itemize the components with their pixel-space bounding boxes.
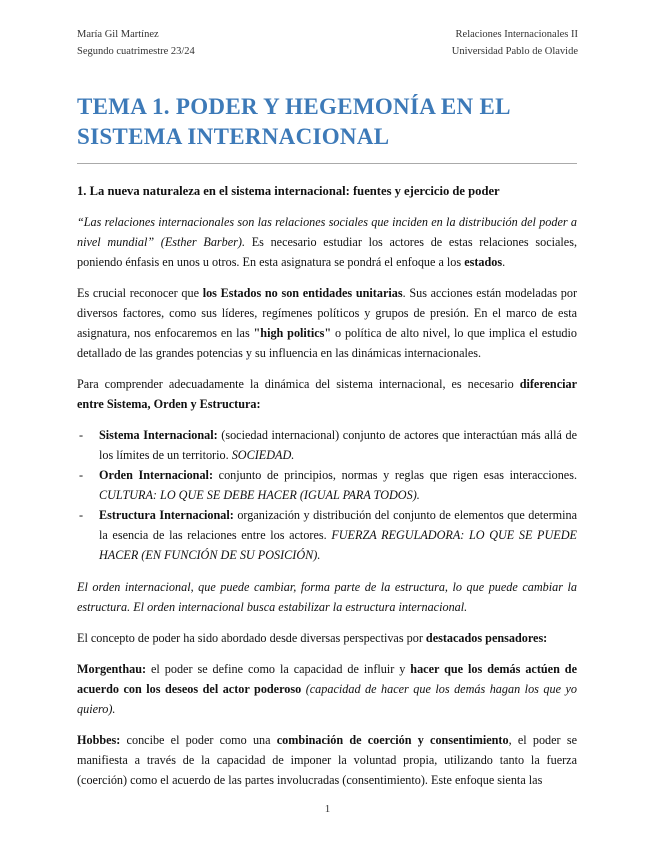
paragraph-differentiate [77,374,577,414]
italic-text: (capacidad de hacer que los demás hagan los que yo quiero). [77,682,577,716]
list-item [79,465,577,505]
definitions-list [77,425,577,565]
list-item [79,505,577,565]
document-body [77,181,577,801]
text: Es necesario estudiar los actores de estas relaciones sociales, poniendo énfasis en unos u otros. En esta asignatura se pondrá el enfoque a los [77,235,577,269]
paragraph-power-concept [77,628,577,648]
thinker-name: Hobbes: [77,733,121,747]
page-number: 1 [324,803,331,815]
definition-italic: CULTURA: LO QUE SE DEBE HACER (IGUAL PARA TODOS). [99,488,420,502]
semester-label: Segundo cuatrimestre 23/24 [77,46,195,57]
text: . Sus acciones están modeladas por diversos factores, como sus líderes, regímenes políticos y grupos de presión. En el marco de esta asignatura, nos enfocaremos en las [77,286,577,340]
title-divider [77,163,577,164]
bold-text: estados [464,255,503,269]
bold-text: destacados pensadores: [425,631,548,645]
quote-text: “Las relaciones internacionales son las relaciones sociales que inciden en la distribución del poder a nivel mundial” (Esther Barber). [77,215,577,249]
bold-text: hacer que los demás actúen de acuerdo con los deseos del actor poderoso [77,662,577,696]
paragraph-intro-quote [77,212,577,272]
definition-italic: SOCIEDAD. [231,448,295,462]
dash-bullet: - [79,508,84,522]
text: el poder se define como la capacidad de influir y [146,662,411,676]
definition-term: Estructura Internacional: [99,508,234,522]
definition-text: organización y distribución del conjunto de elementos que determina la esencia de las relaciones entre los actores. [99,508,577,542]
text: , el poder se manifiesta a través de la capacidad de imponer la voluntad propia, utilizando tanto la fuerza (coerción) como el acuerdo de las partes involucradas (consentimiento). Este enfoque sienta las [77,733,577,787]
header-right [452,26,578,60]
definition-term: Sistema Internacional: [99,428,218,442]
text: o política de alto nivel, lo que implica el estudio detallado de las grandes potencias y su influencia en las dinámicas internacionales. [77,326,577,360]
section-heading: 1. La nueva naturaleza en el sistema internacional: fuentes y ejercicio de poder [77,184,500,198]
course-name: Relaciones Internacionales II [455,29,578,40]
bold-text: combinación de coerción y consentimiento [276,733,509,747]
list-item [79,425,577,465]
thinker-name: Morgenthau: [77,662,147,676]
dash-bullet: - [79,428,84,442]
paragraph-hobbes [77,730,577,790]
dash-bullet: - [79,468,84,482]
text: Es crucial reconocer que [77,286,203,300]
bold-text: los Estados no son entidades unitarias [202,286,403,300]
definition-italic: FUERZA REGULADORA: LO QUE SE PUEDE HACER (EN FUNCIÓN DE SU POSICIÓN). [99,528,577,562]
text: El concepto de poder ha sido abordado desde diversas perspectivas por [77,631,426,645]
author-name: María Gil Martínez [77,29,159,40]
page-title: TEMA 1. PODER Y HEGEMONÍA EN EL SISTEMA INTERNACIONAL [77,94,510,149]
paragraph-states [77,283,577,363]
text: concibe el poder como una [120,733,277,747]
definition-text: (sociedad internacional) conjunto de actores que interactúan más allá de los límites de un territorio. [99,428,577,462]
bold-text: "high politics" [253,326,332,340]
header-left [77,26,195,60]
paragraph-order-structure: El orden internacional, que puede cambiar, forma parte de la estructura, lo que puede cambiar la estructura. El orden internacional busca estabilizar la estructura internacional. [77,580,577,614]
text: . [502,255,506,269]
text: Para comprender adecuadamente la dinámica del sistema internacional, es necesario [77,377,520,391]
paragraph-morgenthau [77,659,577,719]
university-name: Universidad Pablo de Olavide [451,46,578,57]
bold-text: diferenciar entre Sistema, Orden y Estructura: [77,377,577,411]
definition-text: conjunto de principios, normas y reglas que rigen esas interacciones. [213,468,577,482]
definition-term: Orden Internacional: [99,468,213,482]
